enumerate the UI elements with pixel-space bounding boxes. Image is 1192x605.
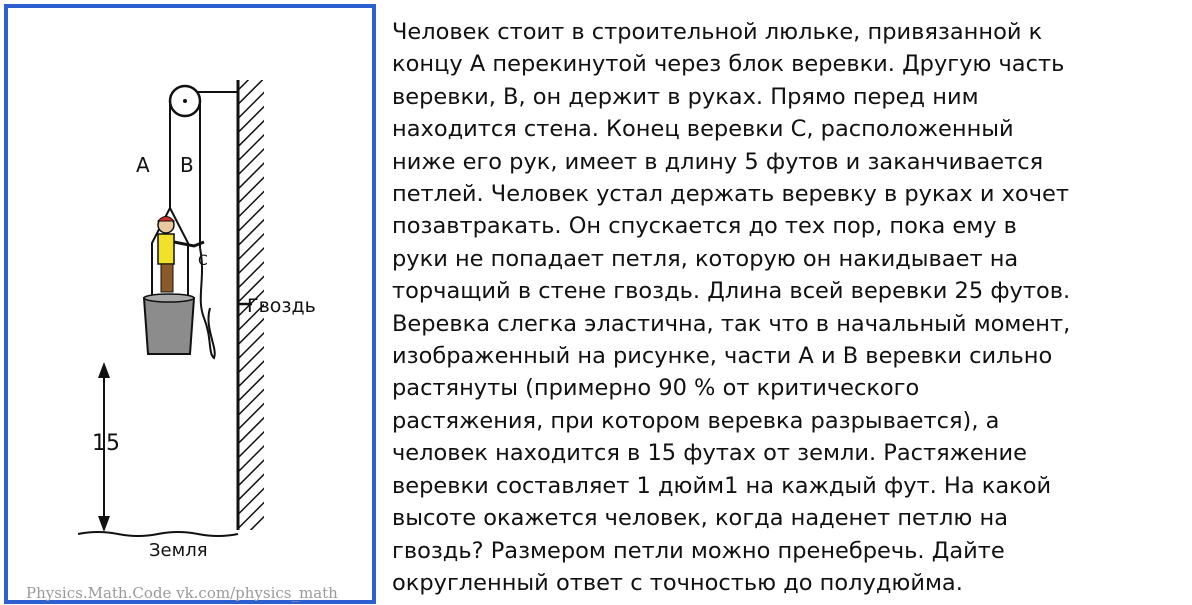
problem-line: Веревка слегка эластична, так что в начальный момент, bbox=[392, 310, 1071, 337]
problem-line: веревки, B, он держит в руках. Прямо перед ним bbox=[392, 83, 979, 110]
problem-line: высоте окажется человек, когда наденет петлю на bbox=[392, 505, 1008, 532]
bucket bbox=[144, 298, 194, 354]
problem-text bbox=[392, 16, 1182, 599]
label-c: C bbox=[198, 253, 208, 269]
problem-line: растяжения, при котором веревка разрывается), а bbox=[392, 407, 1000, 434]
watermark: Physics.Math.Code vk.com/physics_math bbox=[26, 584, 338, 602]
problem-line: позавтракать. Он спускается до тех пор, пока ему в bbox=[392, 213, 1017, 240]
label-nail: Гвоздь bbox=[247, 295, 316, 317]
problem-line: торчащий в стене гвоздь. Длина всей веревки 25 футов. bbox=[392, 278, 1071, 305]
label-ground: Земля bbox=[149, 540, 208, 561]
problem-line: петлей. Человек устал держать веревку в руках и хочет bbox=[392, 181, 1069, 208]
problem-line: человек находится в 15 футах от земли. Растяжение bbox=[392, 440, 1027, 467]
label-a: A bbox=[136, 153, 150, 177]
problem-line: концу A перекинутой через блок веревки. Другую часть bbox=[392, 51, 1065, 78]
problem-line: округленный ответ с точностью до полудюйма. bbox=[392, 569, 963, 596]
problem-line: изображенный на рисунке, части A и B веревки сильно bbox=[392, 343, 1053, 370]
problem-line: растянуты (примерно 90 % от критического bbox=[392, 375, 920, 402]
problem-line: Человек стоит в строительной люльке, привязанной к bbox=[392, 19, 1043, 45]
label-b: B bbox=[180, 153, 194, 177]
problem-line: веревки составляет 1 дюйм1 на каждый фут. На какой bbox=[392, 472, 1052, 499]
problem-line: находится стена. Конец веревки C, расположенный bbox=[392, 116, 1014, 143]
problem-line: ниже его рук, имеет в длину 5 футов и заканчивается bbox=[392, 148, 1044, 175]
problem-line: руки не попадает петля, которую он накидывает на bbox=[392, 245, 1019, 272]
ground-line bbox=[78, 532, 238, 536]
pulley-diagram bbox=[8, 8, 372, 600]
problem-line: гвоздь? Размером петли можно пренебречь. Дайте bbox=[392, 537, 1005, 564]
illustration-frame bbox=[4, 4, 376, 604]
label-height: 15 bbox=[92, 431, 120, 456]
